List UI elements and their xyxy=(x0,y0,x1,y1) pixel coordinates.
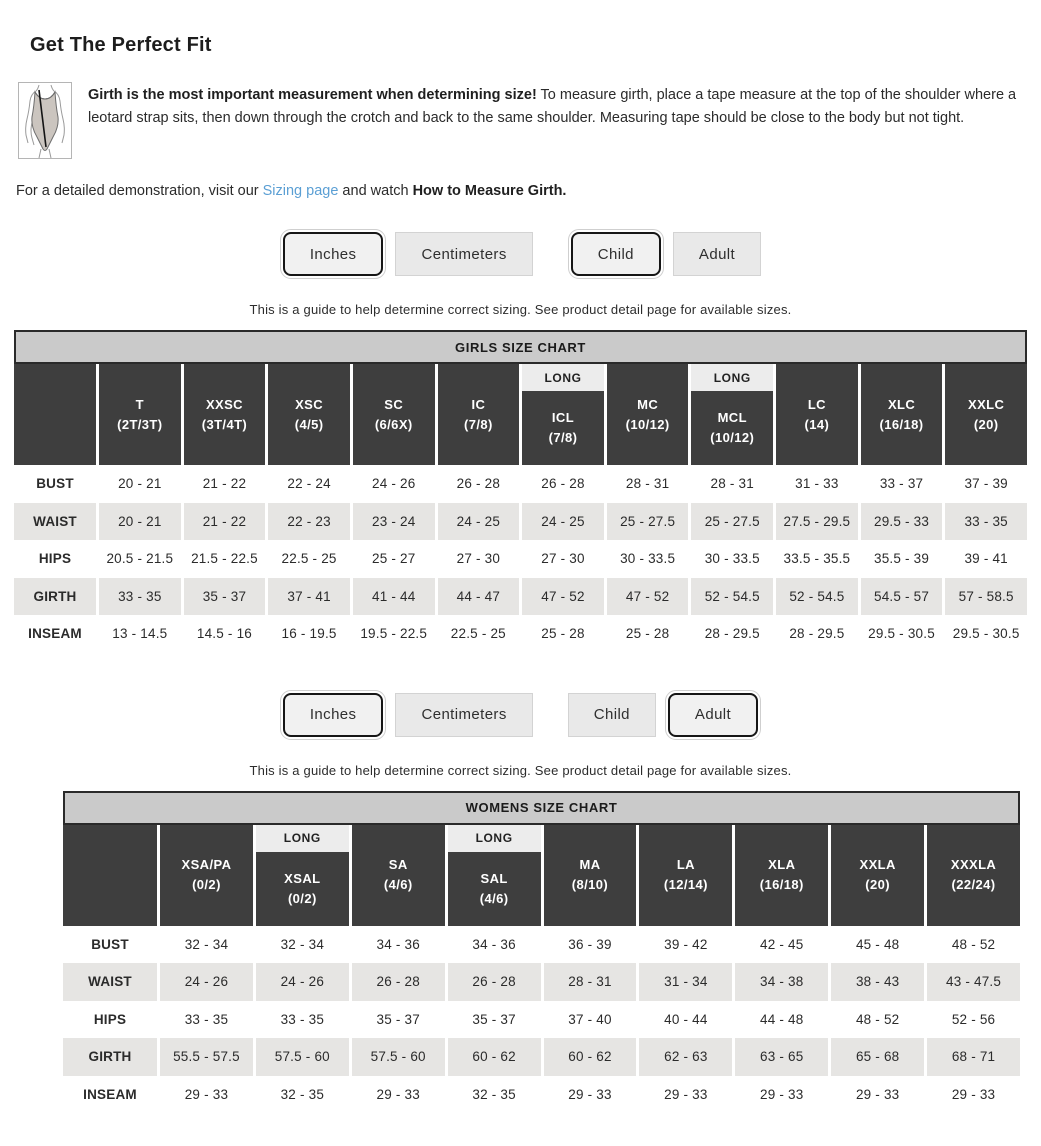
size-value-cell: 29.5 - 30.5 xyxy=(945,615,1027,653)
column-header-xla xyxy=(735,825,828,926)
size-row-hips xyxy=(63,1001,1020,1039)
demo-middle: and watch xyxy=(338,183,413,199)
row-label: HIPS xyxy=(14,540,96,578)
toggle-adult-button[interactable]: Adult xyxy=(668,693,758,737)
size-value-cell: 24 - 26 xyxy=(353,465,435,503)
header-corner-cell xyxy=(63,825,157,926)
size-value-cell: 41 - 44 xyxy=(353,578,435,616)
column-header-la xyxy=(639,825,732,926)
womens-size-chart xyxy=(63,791,1020,1114)
size-value-cell: 57 - 58.5 xyxy=(945,578,1027,616)
column-header-mc xyxy=(607,364,689,465)
long-tag: LONG xyxy=(691,364,773,391)
column-header-xxsc xyxy=(184,364,266,465)
size-value-cell: 35 - 37 xyxy=(184,578,266,616)
size-value-cell: 68 - 71 xyxy=(927,1038,1020,1076)
column-header-xlc xyxy=(861,364,943,465)
unit-age-toggle-womens xyxy=(14,693,1027,737)
size-value-cell: 60 - 62 xyxy=(448,1038,541,1076)
girls-size-chart xyxy=(14,330,1027,653)
size-value-cell: 25 - 27 xyxy=(353,540,435,578)
size-value-cell: 20 - 21 xyxy=(99,503,181,541)
column-header-label: XSA/PA (0/2) xyxy=(181,857,232,892)
column-header-label: XXLA (20) xyxy=(859,857,896,892)
girls-section xyxy=(14,232,1027,653)
demo-bold: How to Measure Girth. xyxy=(412,183,567,199)
size-value-cell: 55.5 - 57.5 xyxy=(160,1038,253,1076)
size-value-cell: 24 - 26 xyxy=(160,963,253,1001)
size-value-cell: 29 - 33 xyxy=(352,1076,445,1114)
size-value-cell: 25 - 27.5 xyxy=(607,503,689,541)
size-row-inseam xyxy=(63,1076,1020,1114)
size-value-cell: 29.5 - 33 xyxy=(861,503,943,541)
size-value-cell: 38 - 43 xyxy=(831,963,924,1001)
size-value-cell: 44 - 47 xyxy=(438,578,520,616)
row-label: BUST xyxy=(63,926,157,964)
girth-intro-text xyxy=(88,84,1027,159)
size-value-cell: 28 - 31 xyxy=(607,465,689,503)
womens-chart-grid xyxy=(63,825,1020,1114)
size-value-cell: 52 - 56 xyxy=(927,1001,1020,1039)
size-value-cell: 23 - 24 xyxy=(353,503,435,541)
column-header-xxlc xyxy=(945,364,1027,465)
row-label: WAIST xyxy=(63,963,157,1001)
size-row-girth xyxy=(14,578,1027,616)
size-value-cell: 21.5 - 22.5 xyxy=(184,540,266,578)
size-value-cell: 28 - 31 xyxy=(691,465,773,503)
size-row-waist xyxy=(63,963,1020,1001)
header-corner-cell xyxy=(14,364,96,465)
size-value-cell: 57.5 - 60 xyxy=(256,1038,349,1076)
size-value-cell: 22 - 23 xyxy=(268,503,350,541)
size-value-cell: 42 - 45 xyxy=(735,926,828,964)
column-header-xsa-pa xyxy=(160,825,253,926)
size-value-cell: 25 - 28 xyxy=(522,615,604,653)
womens-section xyxy=(14,693,1027,1114)
toggle-centimeters-button[interactable]: Centimeters xyxy=(395,693,532,737)
size-value-cell: 29 - 33 xyxy=(160,1076,253,1114)
size-value-cell: 20.5 - 21.5 xyxy=(99,540,181,578)
sizing-note-womens: This is a guide to help determine correct sizing. See product detail page for available sizes. xyxy=(249,762,792,778)
row-label: INSEAM xyxy=(14,615,96,653)
leotard-girth-diagram-icon xyxy=(18,82,72,159)
size-value-cell: 27 - 30 xyxy=(438,540,520,578)
table-body xyxy=(63,926,1020,1114)
size-value-cell: 24 - 25 xyxy=(522,503,604,541)
size-value-cell: 21 - 22 xyxy=(184,465,266,503)
toggle-centimeters-button[interactable]: Centimeters xyxy=(395,232,532,276)
column-header-lc xyxy=(776,364,858,465)
row-label: BUST xyxy=(14,465,96,503)
size-row-inseam xyxy=(14,615,1027,653)
size-value-cell: 52 - 54.5 xyxy=(691,578,773,616)
column-header-label: ICL (7/8) xyxy=(548,410,578,445)
size-value-cell: 35.5 - 39 xyxy=(861,540,943,578)
size-row-bust xyxy=(63,926,1020,964)
size-value-cell: 43 - 47.5 xyxy=(927,963,1020,1001)
girls-chart-grid xyxy=(14,364,1027,653)
column-header-label: SC (6/6X) xyxy=(374,396,413,432)
size-value-cell: 34 - 38 xyxy=(735,963,828,1001)
size-value-cell: 19.5 - 22.5 xyxy=(353,615,435,653)
size-value-cell: 63 - 65 xyxy=(735,1038,828,1076)
size-value-cell: 39 - 41 xyxy=(945,540,1027,578)
column-header-label: IC (7/8) xyxy=(463,396,493,432)
size-value-cell: 39 - 42 xyxy=(639,926,732,964)
column-header-mcl xyxy=(691,364,773,465)
size-value-cell: 24 - 25 xyxy=(438,503,520,541)
column-header-label: SAL (4/6) xyxy=(479,870,509,906)
size-value-cell: 27.5 - 29.5 xyxy=(776,503,858,541)
size-value-cell: 33 - 35 xyxy=(945,503,1027,541)
size-row-girth xyxy=(63,1038,1020,1076)
column-header-xsc xyxy=(268,364,350,465)
size-value-cell: 60 - 62 xyxy=(544,1038,637,1076)
girth-intro-rest: To measure girth, place a tape measure at the top of the shoulder where a leotard strap sits, then down through the crotch and back to the same shoulder. Measuring tape should be close to the body but not tight. xyxy=(88,87,1017,126)
toggle-inches-button[interactable]: Inches xyxy=(283,693,384,737)
size-value-cell: 33 - 35 xyxy=(256,1001,349,1039)
column-header-label: XXXLA (22/24) xyxy=(950,857,997,892)
size-value-cell: 29 - 33 xyxy=(639,1076,732,1114)
sizing-page-link[interactable]: Sizing page xyxy=(262,183,339,199)
size-row-hips xyxy=(14,540,1027,578)
page-title: Get The Perfect Fit xyxy=(30,34,212,56)
long-tag: LONG xyxy=(256,825,349,852)
size-value-cell: 33.5 - 35.5 xyxy=(776,540,858,578)
size-value-cell: 37 - 39 xyxy=(945,465,1027,503)
size-value-cell: 32 - 34 xyxy=(256,926,349,964)
size-value-cell: 37 - 40 xyxy=(544,1001,637,1039)
size-value-cell: 33 - 35 xyxy=(160,1001,253,1039)
size-value-cell: 26 - 28 xyxy=(438,465,520,503)
toggle-inches-button[interactable]: Inches xyxy=(283,232,384,276)
column-header-label: MC (10/12) xyxy=(625,396,670,432)
column-header-label: XXSC (3T/4T) xyxy=(201,396,248,432)
sizing-note-girls: This is a guide to help determine correct sizing. See product detail page for available sizes. xyxy=(249,302,792,317)
size-value-cell: 33 - 35 xyxy=(99,578,181,616)
size-value-cell: 26 - 28 xyxy=(448,963,541,1001)
size-value-cell: 30 - 33.5 xyxy=(691,540,773,578)
size-value-cell: 22.5 - 25 xyxy=(438,615,520,653)
size-value-cell: 14.5 - 16 xyxy=(184,615,266,653)
size-value-cell: 35 - 37 xyxy=(448,1001,541,1039)
table-body xyxy=(14,465,1027,653)
size-value-cell: 44 - 48 xyxy=(735,1001,828,1039)
size-value-cell: 25 - 27.5 xyxy=(691,503,773,541)
size-value-cell: 37 - 41 xyxy=(268,578,350,616)
size-value-cell: 52 - 54.5 xyxy=(776,578,858,616)
unit-age-toggle-girls xyxy=(14,232,1027,276)
size-value-cell: 31 - 33 xyxy=(776,465,858,503)
table-header-row xyxy=(14,364,1027,465)
size-value-cell: 40 - 44 xyxy=(639,1001,732,1039)
size-value-cell: 62 - 63 xyxy=(639,1038,732,1076)
column-header-ic xyxy=(438,364,520,465)
row-label: GIRTH xyxy=(63,1038,157,1076)
demo-prefix: For a detailed demonstration, visit our xyxy=(16,183,263,199)
column-header-label: XSAL (0/2) xyxy=(284,870,321,906)
column-header-label: XXLC (20) xyxy=(968,396,1005,432)
demo-line xyxy=(16,183,1027,199)
size-value-cell: 47 - 52 xyxy=(607,578,689,616)
size-value-cell: 65 - 68 xyxy=(831,1038,924,1076)
column-header-label: XLA (16/18) xyxy=(759,857,804,892)
size-row-bust xyxy=(14,465,1027,503)
size-value-cell: 13 - 14.5 xyxy=(99,615,181,653)
column-header-label: MA (8/10) xyxy=(571,857,609,892)
column-header-label: MCL (10/12) xyxy=(710,410,755,445)
column-header-xsal xyxy=(256,825,349,926)
size-value-cell: 28 - 29.5 xyxy=(691,615,773,653)
column-header-label: LC (14) xyxy=(804,396,830,432)
row-label: INSEAM xyxy=(63,1076,157,1114)
size-value-cell: 25 - 28 xyxy=(607,615,689,653)
size-value-cell: 35 - 37 xyxy=(352,1001,445,1039)
size-value-cell: 32 - 35 xyxy=(448,1076,541,1114)
row-label: WAIST xyxy=(14,503,96,541)
size-value-cell: 29 - 33 xyxy=(544,1076,637,1114)
column-header-label: XLC (16/18) xyxy=(879,396,924,432)
column-header-sa xyxy=(352,825,445,926)
row-label: HIPS xyxy=(63,1001,157,1039)
size-value-cell: 28 - 29.5 xyxy=(776,615,858,653)
column-header-xxxla xyxy=(927,825,1020,926)
toggle-adult-button[interactable]: Adult xyxy=(673,232,761,276)
womens-chart-title: WOMENS SIZE CHART xyxy=(63,791,1020,825)
size-value-cell: 32 - 34 xyxy=(160,926,253,964)
size-value-cell: 36 - 39 xyxy=(544,926,637,964)
size-value-cell: 24 - 26 xyxy=(256,963,349,1001)
column-header-label: XSC (4/5) xyxy=(294,396,324,432)
size-value-cell: 28 - 31 xyxy=(544,963,637,1001)
column-header-sc xyxy=(353,364,435,465)
intro-section xyxy=(18,82,1027,159)
column-header-sal xyxy=(448,825,541,926)
column-header-label: LA (12/14) xyxy=(663,857,708,892)
size-value-cell: 27 - 30 xyxy=(522,540,604,578)
size-value-cell: 20 - 21 xyxy=(99,465,181,503)
row-label: GIRTH xyxy=(14,578,96,616)
long-tag: LONG xyxy=(522,364,604,391)
toggle-child-button[interactable]: Child xyxy=(571,232,661,276)
column-header-icl xyxy=(522,364,604,465)
girth-intro-bold: Girth is the most important measurement when determining size! xyxy=(88,87,537,103)
size-value-cell: 34 - 36 xyxy=(448,926,541,964)
size-value-cell: 48 - 52 xyxy=(927,926,1020,964)
size-value-cell: 29 - 33 xyxy=(927,1076,1020,1114)
column-header-label: T (2T/3T) xyxy=(117,396,163,432)
size-value-cell: 47 - 52 xyxy=(522,578,604,616)
size-value-cell: 32 - 35 xyxy=(256,1076,349,1114)
size-value-cell: 16 - 19.5 xyxy=(268,615,350,653)
size-value-cell: 21 - 22 xyxy=(184,503,266,541)
long-tag: LONG xyxy=(448,825,541,852)
size-value-cell: 45 - 48 xyxy=(831,926,924,964)
girls-chart-title: GIRLS SIZE CHART xyxy=(14,330,1027,364)
table-header-row xyxy=(63,825,1020,926)
column-header-label: SA (4/6) xyxy=(383,857,413,892)
size-guide-page xyxy=(0,34,1041,1146)
size-value-cell: 33 - 37 xyxy=(861,465,943,503)
size-value-cell: 30 - 33.5 xyxy=(607,540,689,578)
size-row-waist xyxy=(14,503,1027,541)
size-value-cell: 54.5 - 57 xyxy=(861,578,943,616)
column-header-xxla xyxy=(831,825,924,926)
size-value-cell: 34 - 36 xyxy=(352,926,445,964)
size-value-cell: 48 - 52 xyxy=(831,1001,924,1039)
column-header-t xyxy=(99,364,181,465)
size-value-cell: 57.5 - 60 xyxy=(352,1038,445,1076)
size-value-cell: 26 - 28 xyxy=(522,465,604,503)
column-header-ma xyxy=(544,825,637,926)
size-value-cell: 31 - 34 xyxy=(639,963,732,1001)
size-value-cell: 29 - 33 xyxy=(831,1076,924,1114)
size-value-cell: 29 - 33 xyxy=(735,1076,828,1114)
size-value-cell: 22.5 - 25 xyxy=(268,540,350,578)
toggle-child-button[interactable]: Child xyxy=(568,693,656,737)
size-value-cell: 26 - 28 xyxy=(352,963,445,1001)
size-value-cell: 22 - 24 xyxy=(268,465,350,503)
size-value-cell: 29.5 - 30.5 xyxy=(861,615,943,653)
